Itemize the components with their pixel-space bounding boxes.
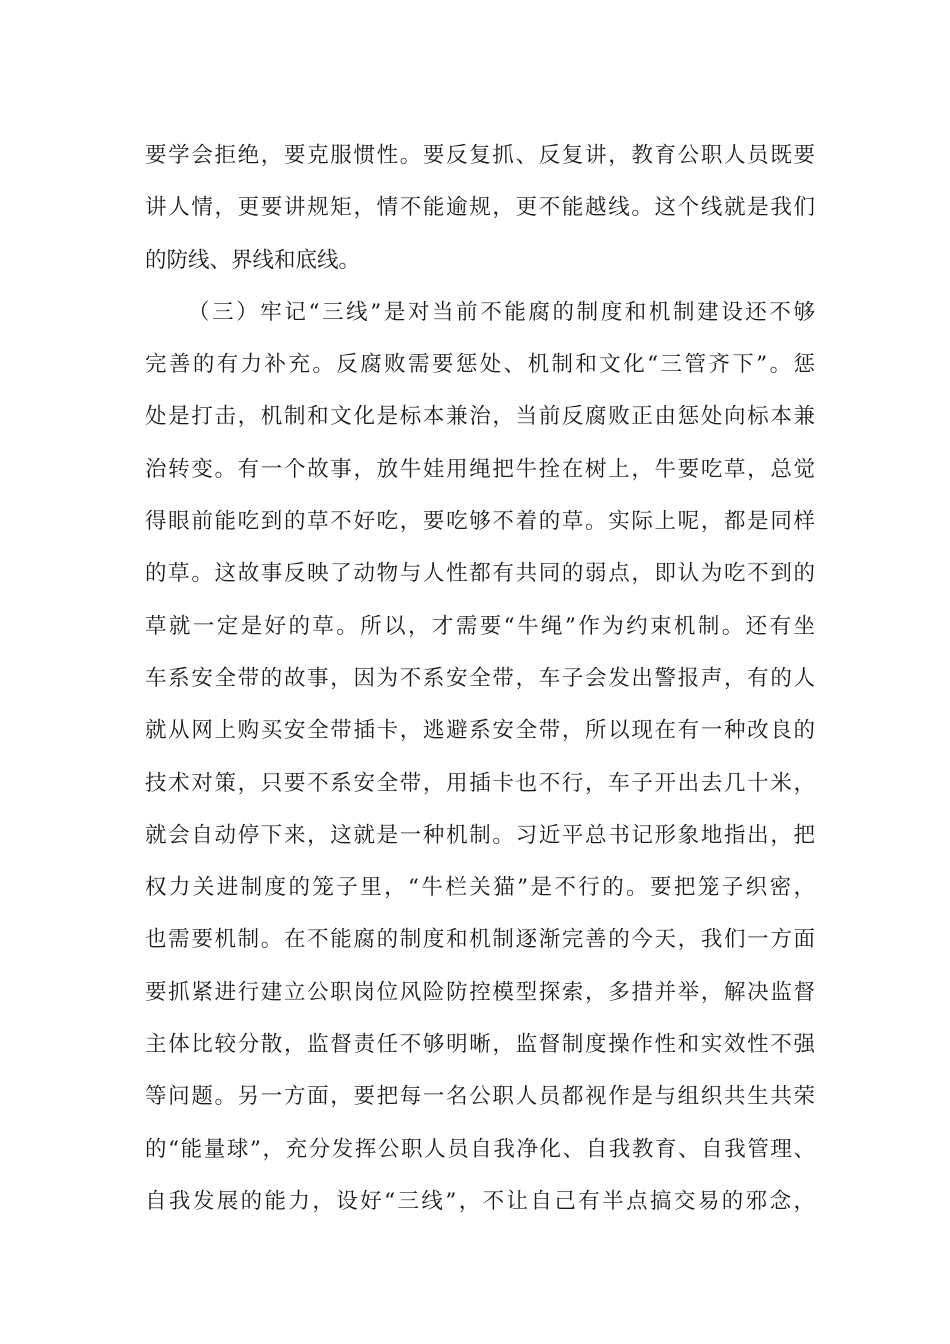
text-line: 主体比较分散，监督责任不够明晰，监督制度操作性和实效性不强 bbox=[145, 1032, 815, 1058]
text-line: 处是打击，机制和文化是标本兼治，当前反腐败正由惩处向标本兼 bbox=[145, 404, 815, 430]
text-line: 治转变。有一个故事，放牛娃用绳把牛拴在树上，牛要吃草，总觉 bbox=[145, 456, 815, 482]
text-line: 完善的有力补充。反腐败需要惩处、机制和文化“三管齐下”。惩 bbox=[145, 352, 815, 378]
text-line: 车系安全带的故事，因为不系安全带，车子会发出警报声，有的人 bbox=[145, 665, 815, 691]
text-line: 的“能量球”，充分发挥公职人员自我净化、自我教育、自我管理、 bbox=[145, 1136, 815, 1162]
text-line: 自我发展的能力，设好“三线”，不让自己有半点搞交易的邪念， bbox=[145, 1188, 815, 1214]
text-line: 要学会拒绝，要克服惯性。要反复抓、反复讲，教育公职人员既要 bbox=[145, 143, 815, 168]
text-line: 等问题。另一方面，要把每一名公职人员都视作是与组织共生共荣 bbox=[145, 1084, 815, 1110]
body-text bbox=[145, 130, 815, 1228]
text-line: 也需要机制。在不能腐的制度和机制逐渐完善的今天，我们一方面 bbox=[145, 927, 815, 953]
text-line: 技术对策，只要不系安全带，用插卡也不行，车子开出去几十米， bbox=[145, 770, 815, 796]
text-line: 的防线、界线和底线。 bbox=[145, 247, 361, 273]
text-line: 就从网上购买安全带插卡，逃避系安全带，所以现在有一种改良的 bbox=[145, 718, 815, 744]
text-line: 就会自动停下来，这就是一种机制。习近平总书记形象地指出，把 bbox=[145, 822, 815, 848]
section-heading-line: （三）牢记“三线”是对当前不能腐的制度和机制建设还不够 bbox=[188, 299, 815, 325]
text-line: 权力关进制度的笼子里，“牛栏关猫”是不行的。要把笼子织密， bbox=[145, 875, 815, 901]
text-line: 得眼前能吃到的草不好吃，要吃够不着的草。实际上呢，都是同样 bbox=[145, 509, 815, 535]
text-line: 讲人情，更要讲规矩，情不能逾规，更不能越线。这个线就是我们 bbox=[145, 195, 815, 221]
text-line: 的草。这故事反映了动物与人性都有共同的弱点，即认为吃不到的 bbox=[145, 561, 815, 587]
text-line: 要抓紧进行建立公职岗位风险防控模型探索，多措并举，解决监督 bbox=[145, 979, 815, 1005]
text-line: 草就一定是好的草。所以，才需要“牛绳”作为约束机制。还有坐 bbox=[145, 613, 815, 639]
